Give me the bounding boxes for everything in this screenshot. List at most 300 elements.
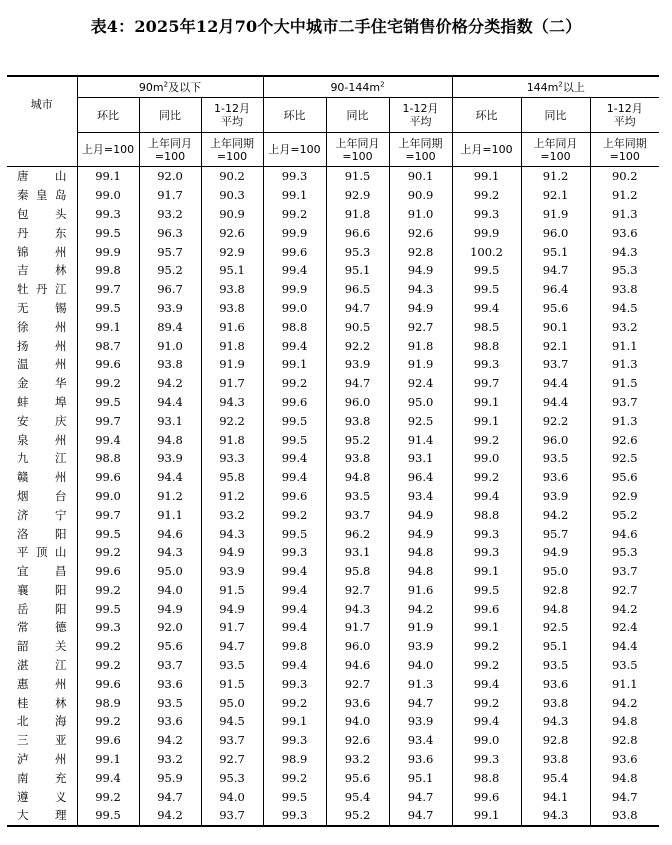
table-row <box>7 618 659 637</box>
index-value: 95.8 <box>326 562 389 581</box>
index-value: 99.3 <box>263 543 326 562</box>
index-value: 92.1 <box>521 186 590 205</box>
table-row <box>7 280 659 299</box>
index-value: 99.5 <box>77 806 139 826</box>
table-row <box>7 430 659 449</box>
index-value: 94.5 <box>590 299 659 318</box>
index-value: 91.8 <box>326 205 389 224</box>
index-value: 93.6 <box>139 675 201 694</box>
index-value: 95.3 <box>590 261 659 280</box>
table-row <box>7 712 659 731</box>
index-value: 99.1 <box>452 393 521 412</box>
index-value: 99.4 <box>263 261 326 280</box>
index-value: 94.0 <box>389 656 452 675</box>
index-value: 99.5 <box>263 430 326 449</box>
index-value: 94.9 <box>521 543 590 562</box>
index-value: 92.2 <box>521 411 590 430</box>
city-name: 韶 关 <box>17 639 67 654</box>
index-value: 94.8 <box>590 769 659 788</box>
table-row <box>7 693 659 712</box>
city-cell <box>7 656 77 675</box>
index-value: 94.7 <box>139 787 201 806</box>
index-value: 93.2 <box>139 205 201 224</box>
city-cell <box>7 280 77 299</box>
index-value: 93.7 <box>590 393 659 412</box>
index-value: 92.4 <box>590 618 659 637</box>
table-row <box>7 242 659 261</box>
index-value: 94.2 <box>590 599 659 618</box>
index-value: 99.2 <box>263 693 326 712</box>
index-value: 93.1 <box>326 543 389 562</box>
table-row <box>7 637 659 656</box>
city-name: 锦 州 <box>17 244 67 259</box>
index-value: 91.7 <box>139 186 201 205</box>
index-value: 93.5 <box>521 656 590 675</box>
index-value: 99.1 <box>77 167 139 186</box>
index-value: 92.9 <box>590 487 659 506</box>
index-value: 98.8 <box>263 317 326 336</box>
index-value: 94.4 <box>521 374 590 393</box>
index-value: 93.8 <box>201 299 263 318</box>
index-value: 94.7 <box>326 374 389 393</box>
index-value: 91.8 <box>201 430 263 449</box>
index-value: 93.9 <box>326 355 389 374</box>
index-value: 91.6 <box>201 317 263 336</box>
index-value: 93.7 <box>326 505 389 524</box>
index-value: 94.6 <box>139 524 201 543</box>
index-value: 91.2 <box>521 167 590 186</box>
index-value: 93.5 <box>139 693 201 712</box>
index-value: 93.6 <box>590 223 659 242</box>
table-row <box>7 468 659 487</box>
base-header-label: 上年同期 =100 <box>210 136 254 163</box>
index-value: 99.5 <box>77 524 139 543</box>
city-cell <box>7 806 77 826</box>
index-value: 92.6 <box>389 223 452 242</box>
sub-header-label: 同比 <box>346 108 369 122</box>
index-value: 98.7 <box>77 336 139 355</box>
table-row <box>7 599 659 618</box>
index-value: 99.2 <box>263 769 326 788</box>
index-value: 93.6 <box>590 750 659 769</box>
city-name: 常 德 <box>17 620 67 635</box>
index-value: 91.2 <box>139 487 201 506</box>
index-value: 93.7 <box>139 656 201 675</box>
index-value: 96.2 <box>326 524 389 543</box>
index-value: 99.4 <box>263 581 326 600</box>
index-value: 94.7 <box>326 299 389 318</box>
city-name: 蚌 埠 <box>17 394 67 409</box>
index-value: 95.0 <box>201 693 263 712</box>
table-title: 表4：2025年12月70个大中城市二手住宅销售价格分类指数（二） <box>90 17 582 36</box>
index-value: 93.4 <box>389 731 452 750</box>
sub-header-label: 同比 <box>544 108 567 122</box>
index-value: 94.9 <box>389 299 452 318</box>
index-value: 93.5 <box>521 449 590 468</box>
index-value: 99.4 <box>263 599 326 618</box>
index-value: 99.4 <box>263 468 326 487</box>
index-value: 92.1 <box>521 336 590 355</box>
table-row <box>7 769 659 788</box>
city-cell <box>7 167 77 186</box>
index-value: 93.2 <box>201 505 263 524</box>
table-row <box>7 487 659 506</box>
base-header-cell <box>326 133 389 167</box>
city-name: 泉 州 <box>17 432 67 447</box>
index-value: 99.4 <box>263 449 326 468</box>
index-value: 90.1 <box>389 167 452 186</box>
index-value: 93.7 <box>201 806 263 826</box>
base-header-label: 上月=100 <box>460 143 513 157</box>
index-value: 94.7 <box>590 787 659 806</box>
table-row <box>7 167 659 186</box>
city-cell <box>7 411 77 430</box>
base-header-cell <box>389 133 452 167</box>
index-value: 99.2 <box>77 656 139 675</box>
index-value: 94.8 <box>139 430 201 449</box>
index-value: 93.8 <box>521 693 590 712</box>
index-value: 94.5 <box>201 712 263 731</box>
index-value: 99.6 <box>77 468 139 487</box>
index-value: 93.8 <box>201 280 263 299</box>
table-row <box>7 299 659 318</box>
index-value: 95.7 <box>521 524 590 543</box>
city-cell <box>7 562 77 581</box>
index-value: 99.6 <box>263 242 326 261</box>
city-name: 赣 州 <box>17 470 67 485</box>
sub-header-cell <box>263 98 326 133</box>
city-cell <box>7 524 77 543</box>
index-value: 93.5 <box>201 656 263 675</box>
base-header-label: 上年同期 =100 <box>398 136 443 163</box>
index-value: 94.0 <box>139 581 201 600</box>
table-row <box>7 317 659 336</box>
sub-header-cell <box>452 98 521 133</box>
city-cell <box>7 336 77 355</box>
index-value: 94.7 <box>201 637 263 656</box>
index-value: 99.2 <box>77 787 139 806</box>
index-value: 99.8 <box>263 637 326 656</box>
city-cell <box>7 599 77 618</box>
index-value: 94.9 <box>389 524 452 543</box>
index-value: 94.4 <box>590 637 659 656</box>
city-name: 丹 东 <box>17 225 67 240</box>
index-value: 93.9 <box>201 562 263 581</box>
sub-header-label: 同比 <box>159 108 181 122</box>
index-value: 99.6 <box>452 787 521 806</box>
index-value: 93.9 <box>139 449 201 468</box>
index-value: 99.5 <box>452 261 521 280</box>
index-value: 92.9 <box>326 186 389 205</box>
table-row <box>7 393 659 412</box>
index-value: 91.5 <box>201 581 263 600</box>
city-name: 南 充 <box>17 770 67 785</box>
sub-header-cell <box>326 98 389 133</box>
index-value: 95.1 <box>521 242 590 261</box>
city-cell <box>7 769 77 788</box>
city-name: 遵 义 <box>17 789 67 804</box>
index-value: 96.4 <box>521 280 590 299</box>
city-name: 襄 阳 <box>17 582 67 597</box>
index-value: 91.2 <box>590 186 659 205</box>
index-value: 95.1 <box>201 261 263 280</box>
index-value: 99.5 <box>452 581 521 600</box>
index-value: 99.3 <box>77 618 139 637</box>
base-header-cell <box>452 133 521 167</box>
index-value: 92.7 <box>389 317 452 336</box>
index-value: 94.3 <box>590 242 659 261</box>
index-value: 99.3 <box>263 806 326 826</box>
index-value: 93.6 <box>521 468 590 487</box>
table-row <box>7 205 659 224</box>
index-value: 94.4 <box>139 468 201 487</box>
index-value: 99.2 <box>452 186 521 205</box>
index-value: 91.3 <box>590 205 659 224</box>
price-index-table <box>7 75 659 827</box>
index-value: 93.9 <box>139 299 201 318</box>
index-value: 98.9 <box>77 693 139 712</box>
index-value: 99.6 <box>77 562 139 581</box>
index-value: 99.8 <box>77 261 139 280</box>
index-value: 99.1 <box>452 806 521 826</box>
base-header-cell <box>201 133 263 167</box>
index-value: 94.9 <box>389 261 452 280</box>
index-value: 93.8 <box>521 750 590 769</box>
index-value: 92.8 <box>521 731 590 750</box>
index-value: 92.0 <box>139 618 201 637</box>
city-name: 湛 江 <box>17 658 67 673</box>
index-value: 93.7 <box>201 731 263 750</box>
index-value: 99.4 <box>77 430 139 449</box>
index-value: 99.4 <box>77 769 139 788</box>
index-value: 99.5 <box>77 599 139 618</box>
index-value: 94.3 <box>201 524 263 543</box>
base-header-cell <box>139 133 201 167</box>
index-value: 99.6 <box>77 731 139 750</box>
index-value: 94.6 <box>326 656 389 675</box>
index-value: 91.5 <box>326 167 389 186</box>
index-value: 92.8 <box>590 731 659 750</box>
index-value: 99.2 <box>263 374 326 393</box>
city-name: 宜 昌 <box>17 564 67 579</box>
index-value: 99.6 <box>77 675 139 694</box>
index-value: 92.5 <box>389 411 452 430</box>
index-value: 94.8 <box>521 599 590 618</box>
sub-header-cell <box>201 98 263 133</box>
index-value: 95.3 <box>590 543 659 562</box>
city-cell <box>7 242 77 261</box>
index-value: 96.6 <box>326 223 389 242</box>
index-value: 90.5 <box>326 317 389 336</box>
sub-header-label: 1-12月 平均 <box>402 102 439 128</box>
index-value: 93.9 <box>389 712 452 731</box>
index-value: 99.4 <box>452 712 521 731</box>
index-value: 94.9 <box>139 599 201 618</box>
index-value: 99.5 <box>263 787 326 806</box>
index-value: 99.3 <box>263 675 326 694</box>
index-value: 95.1 <box>521 637 590 656</box>
index-value: 98.8 <box>452 336 521 355</box>
index-value: 99.5 <box>77 299 139 318</box>
index-value: 95.2 <box>326 806 389 826</box>
index-value: 99.7 <box>77 280 139 299</box>
index-value: 96.0 <box>521 223 590 242</box>
sub-header-label: 1-12月 平均 <box>606 102 643 128</box>
index-value: 94.3 <box>521 712 590 731</box>
index-value: 91.9 <box>389 355 452 374</box>
city-cell <box>7 205 77 224</box>
index-value: 95.6 <box>590 468 659 487</box>
index-value: 99.3 <box>263 731 326 750</box>
index-value: 92.7 <box>201 750 263 769</box>
index-value: 99.3 <box>452 524 521 543</box>
table-row <box>7 261 659 280</box>
base-header-label: 上年同月 =100 <box>148 136 192 163</box>
base-header-label: 上月=100 <box>81 143 135 157</box>
city-cell <box>7 393 77 412</box>
index-value: 99.7 <box>452 374 521 393</box>
sub-header-cell <box>389 98 452 133</box>
index-value: 95.4 <box>521 769 590 788</box>
index-value: 95.0 <box>139 562 201 581</box>
table-row <box>7 731 659 750</box>
index-value: 95.2 <box>139 261 201 280</box>
index-value: 99.2 <box>77 543 139 562</box>
city-name: 扬 州 <box>17 338 67 353</box>
index-value: 91.2 <box>201 487 263 506</box>
city-name: 烟 台 <box>17 488 67 503</box>
index-value: 90.9 <box>389 186 452 205</box>
index-value: 93.9 <box>389 637 452 656</box>
index-value: 91.9 <box>201 355 263 374</box>
base-header-cell <box>77 133 139 167</box>
index-value: 99.0 <box>77 487 139 506</box>
index-value: 93.8 <box>326 411 389 430</box>
index-value: 92.7 <box>326 581 389 600</box>
index-value: 94.2 <box>389 599 452 618</box>
index-value: 99.5 <box>77 223 139 242</box>
index-value: 94.7 <box>389 806 452 826</box>
index-value: 95.1 <box>326 261 389 280</box>
index-value: 99.5 <box>77 393 139 412</box>
base-header-label: 上年同月 =100 <box>335 136 380 163</box>
index-value: 93.6 <box>326 693 389 712</box>
index-value: 99.5 <box>452 280 521 299</box>
index-value: 91.7 <box>201 374 263 393</box>
index-value: 94.9 <box>201 599 263 618</box>
group-header-label: $90m^2$及以下 <box>138 80 202 94</box>
index-value: 94.2 <box>521 505 590 524</box>
index-value: 99.0 <box>452 731 521 750</box>
index-value: 94.3 <box>521 806 590 826</box>
index-value: 95.4 <box>326 787 389 806</box>
city-cell <box>7 261 77 280</box>
index-value: 99.2 <box>263 505 326 524</box>
index-value: 99.3 <box>452 355 521 374</box>
index-value: 91.1 <box>139 505 201 524</box>
index-value: 94.7 <box>389 693 452 712</box>
index-value: 98.8 <box>452 769 521 788</box>
index-value: 99.3 <box>452 205 521 224</box>
index-value: 95.8 <box>201 468 263 487</box>
index-value: 92.8 <box>521 581 590 600</box>
index-value: 94.2 <box>139 731 201 750</box>
index-value: 99.4 <box>452 299 521 318</box>
index-value: 91.8 <box>201 336 263 355</box>
index-value: 89.4 <box>139 317 201 336</box>
city-name: 岳 阳 <box>17 601 67 616</box>
index-value: 93.4 <box>389 487 452 506</box>
index-value: 100.2 <box>452 242 521 261</box>
index-value: 92.5 <box>590 449 659 468</box>
index-value: 99.1 <box>77 317 139 336</box>
city-name: 吉 林 <box>17 263 67 278</box>
index-value: 93.6 <box>389 750 452 769</box>
table-row <box>7 336 659 355</box>
index-value: 95.0 <box>389 393 452 412</box>
table-row <box>7 411 659 430</box>
index-value: 99.2 <box>77 374 139 393</box>
table-row <box>7 524 659 543</box>
index-value: 91.0 <box>389 205 452 224</box>
index-value: 94.3 <box>326 599 389 618</box>
group-header-label: $144m^2$以上 <box>526 80 585 94</box>
city-name: 平 顶 山 <box>17 545 67 560</box>
index-value: 99.0 <box>452 449 521 468</box>
index-value: 96.5 <box>326 280 389 299</box>
table-row <box>7 675 659 694</box>
index-value: 99.1 <box>452 167 521 186</box>
index-value: 94.3 <box>201 393 263 412</box>
index-value: 91.5 <box>590 374 659 393</box>
index-value: 99.1 <box>452 562 521 581</box>
index-value: 94.2 <box>139 374 201 393</box>
index-value: 92.6 <box>326 731 389 750</box>
index-value: 94.1 <box>521 787 590 806</box>
index-value: 95.6 <box>521 299 590 318</box>
table-row <box>7 656 659 675</box>
base-header-cell <box>263 133 326 167</box>
city-name: 温 州 <box>17 357 67 372</box>
index-value: 96.0 <box>326 393 389 412</box>
index-value: 99.2 <box>452 656 521 675</box>
index-value: 99.3 <box>452 543 521 562</box>
index-value: 92.5 <box>521 618 590 637</box>
index-value: 90.2 <box>201 167 263 186</box>
index-value: 94.7 <box>521 261 590 280</box>
index-value: 90.9 <box>201 205 263 224</box>
index-value: 99.1 <box>263 355 326 374</box>
index-value: 91.0 <box>139 336 201 355</box>
index-value: 93.9 <box>521 487 590 506</box>
city-cell <box>7 186 77 205</box>
index-value: 99.3 <box>263 167 326 186</box>
index-value: 99.9 <box>263 223 326 242</box>
sub-header-label: 环比 <box>475 108 498 122</box>
table-row <box>7 562 659 581</box>
index-value: 91.3 <box>590 355 659 374</box>
index-value: 93.8 <box>139 355 201 374</box>
sub-header-cell <box>139 98 201 133</box>
index-value: 99.2 <box>77 712 139 731</box>
index-value: 91.5 <box>201 675 263 694</box>
index-value: 96.7 <box>139 280 201 299</box>
sub-header-cell <box>521 98 590 133</box>
city-name: 无 锡 <box>17 300 67 315</box>
index-value: 93.3 <box>201 449 263 468</box>
index-value: 98.8 <box>77 449 139 468</box>
city-cell <box>7 430 77 449</box>
